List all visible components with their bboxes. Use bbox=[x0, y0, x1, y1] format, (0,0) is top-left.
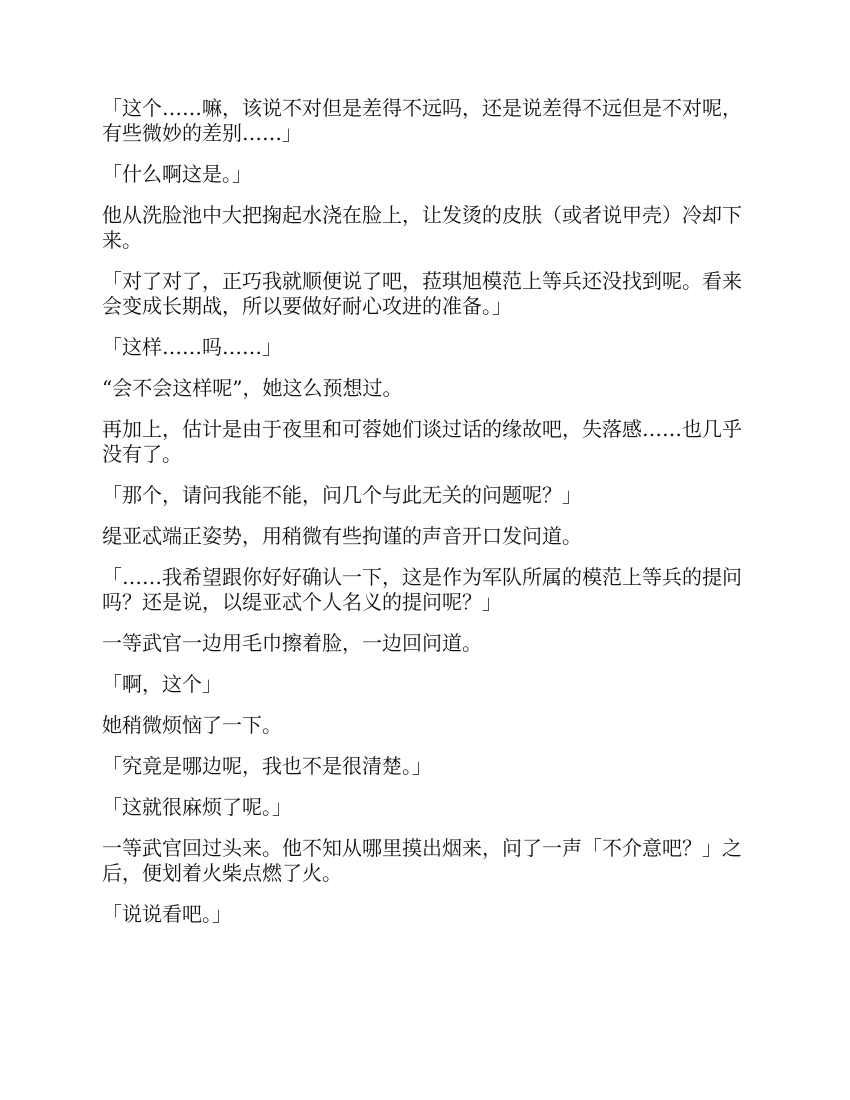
narration-paragraph: 她稍微烦恼了一下。 bbox=[102, 713, 282, 737]
dialogue-paragraph: 「说说看吧。」 bbox=[102, 902, 232, 926]
dialogue-paragraph: 「啊，这个」 bbox=[102, 672, 222, 696]
dialogue-paragraph: 「这个……嘛，该说不对但是差得不远吗，还是说差得不远但是不对呢，有些微妙的差别……」 bbox=[102, 96, 742, 145]
document-page bbox=[102, 96, 750, 943]
dialogue-paragraph: 「这就很麻烦了呢。」 bbox=[102, 795, 292, 819]
dialogue-paragraph: 「对了对了，正巧我就顺便说了吧，菈琪旭模范上等兵还没找到呢。看来会变成长期战，所以要做好耐心攻进的准备。」 bbox=[102, 269, 742, 318]
narration-paragraph: 一等武官一边用毛巾擦着脸，一边回问道。 bbox=[102, 631, 482, 655]
narration-paragraph: 一等武官回过头来。他不知从哪里摸出烟来，问了一声「不介意吧？」之后，便划着火柴点燃了火。 bbox=[102, 836, 742, 885]
dialogue-paragraph: 「那个，请问我能不能，问几个与此无关的问题呢？」 bbox=[102, 483, 582, 507]
dialogue-paragraph: 「这样……吗……」 bbox=[102, 335, 282, 359]
narration-paragraph: 他从洗脸池中大把掬起水浇在脸上，让发烫的皮肤（或者说甲壳）冷却下来。 bbox=[102, 203, 742, 252]
dialogue-paragraph: 「究竟是哪边呢，我也不是很清楚。」 bbox=[102, 754, 432, 778]
dialogue-paragraph: 「……我希望跟你好好确认一下，这是作为军队所属的模范上等兵的提问吗？还是说，以缇亚忒个人名义的提问呢？」 bbox=[102, 565, 742, 614]
narration-paragraph: 再加上，估计是由于夜里和可蓉她们谈过话的缘故吧，失落感……也几乎没有了。 bbox=[102, 417, 742, 466]
narration-paragraph: “会不会这样呢”，她这么预想过。 bbox=[102, 376, 403, 400]
dialogue-paragraph: 「什么啊这是。」 bbox=[102, 162, 252, 186]
narration-paragraph: 缇亚忒端正姿势，用稍微有些拘谨的声音开口发问道。 bbox=[102, 524, 582, 548]
